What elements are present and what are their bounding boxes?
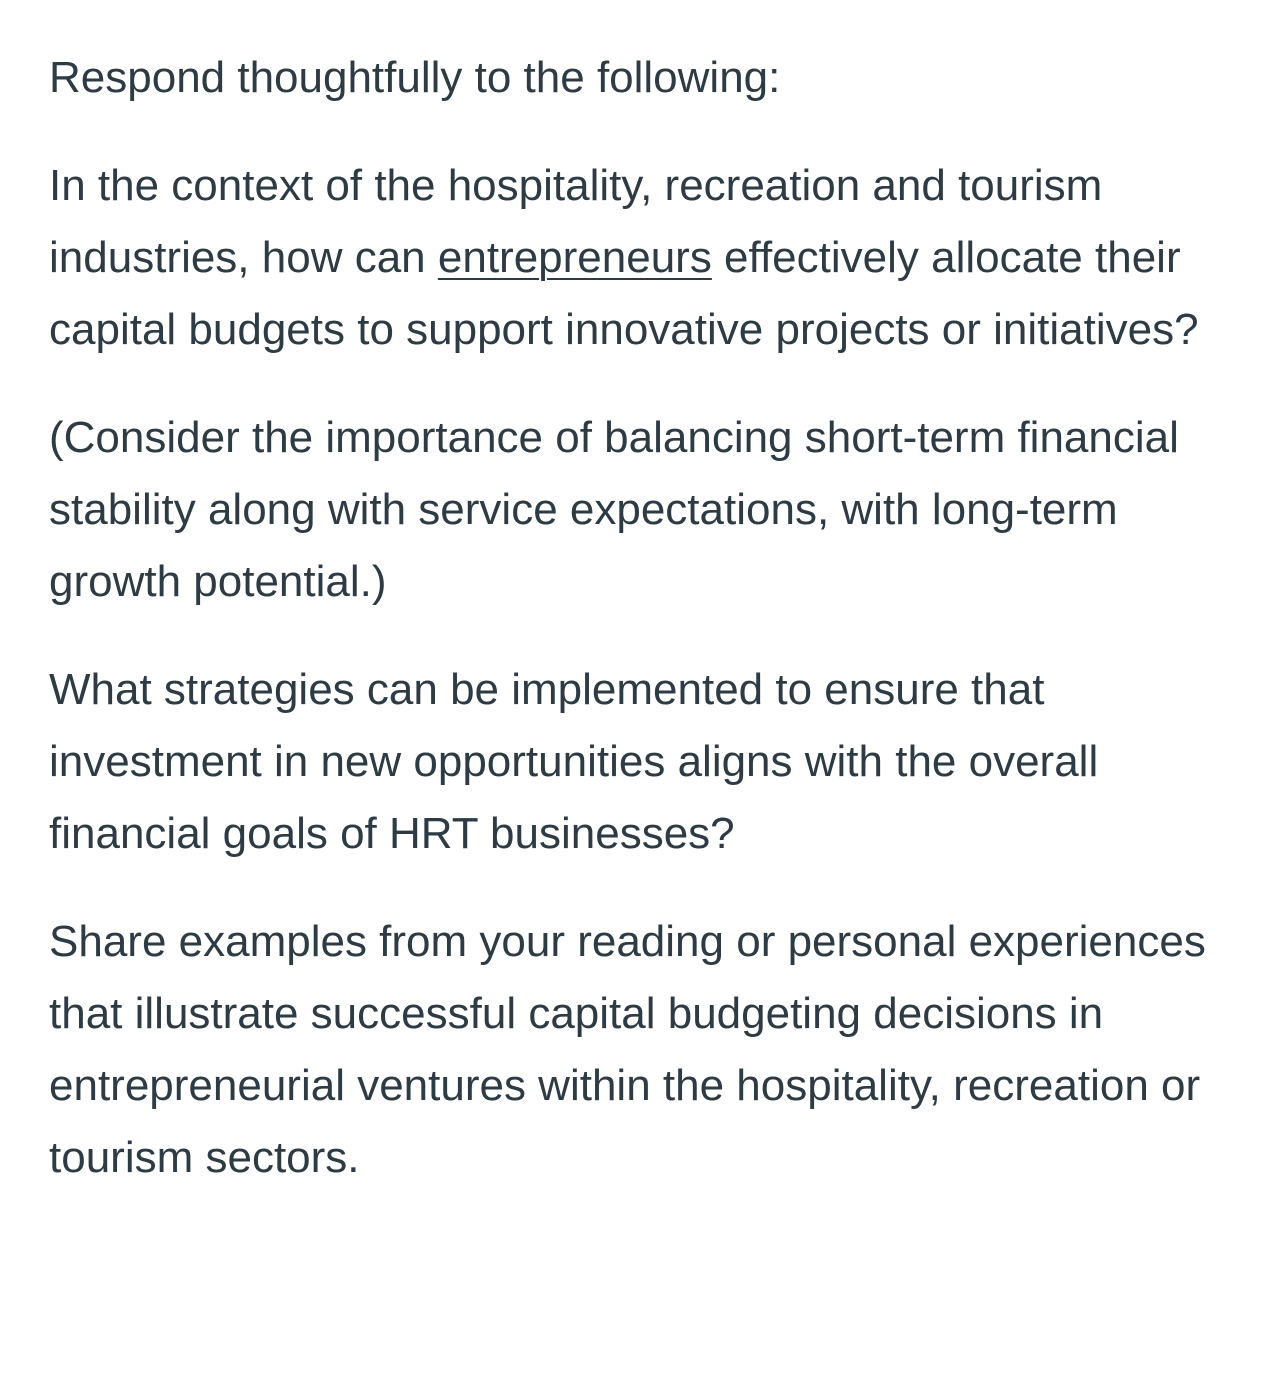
question-1-before-link: In the context of the hospitality, recreation and tourism industries, how can	[49, 161, 1103, 282]
question-1-after-link: effectively allocate their capital budgets to support innovative projects or initiatives?	[49, 233, 1199, 354]
question-3: Share examples from your reading or personal experiences that illustrate successful capital budgeting decisions in entrepreneurial ventures within the hospitality, recreation or tourism sectors.	[49, 917, 1206, 1182]
entrepreneurs-link[interactable]: entrepreneurs	[437, 233, 712, 282]
question-1	[49, 150, 1236, 366]
question-2: What strategies can be implemented to ensure that investment in new opportunities aligns with the overall financial goals of HRT businesses?	[49, 665, 1099, 858]
consider-note: (Consider the importance of balancing short-term financial stability along with service expectations, with long-term growth potential.)	[49, 413, 1179, 606]
intro-text: Respond thoughtfully to the following:	[49, 53, 781, 102]
